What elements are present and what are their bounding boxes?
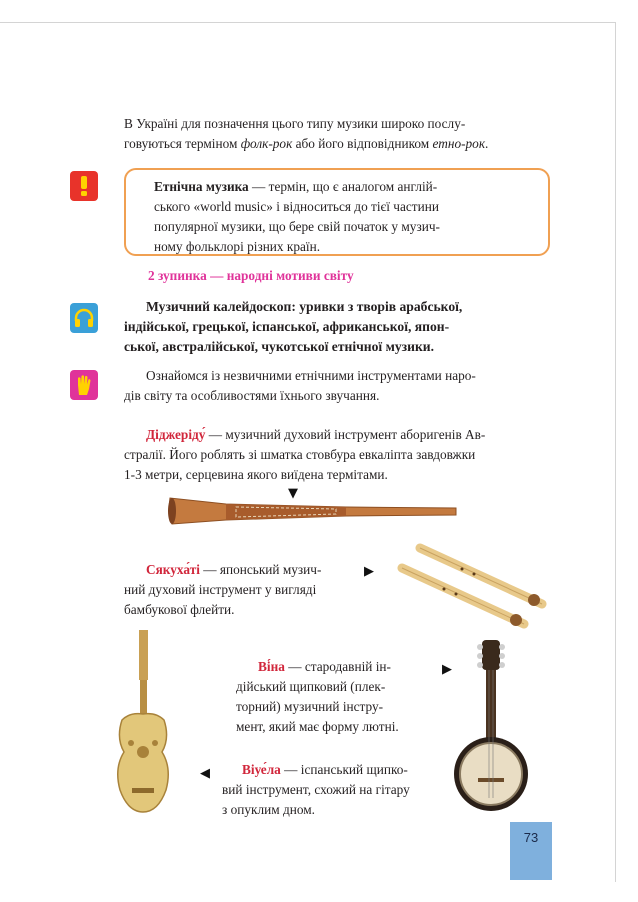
didgeridoo-line-1: [124, 425, 554, 445]
vihuela-line-3: з опуклим дном.: [222, 802, 315, 817]
listening-line-1: Музичний калейдоскоп: уривки з творів арабської,: [146, 299, 463, 314]
shakuhachi-line-3: бамбукової флейти.: [124, 602, 235, 617]
term-ethno-rock: етно-рок: [432, 136, 486, 151]
hand-icon: [70, 370, 98, 400]
shakuhachi-description: [124, 560, 356, 620]
vihuela-term: Віуе́ла: [242, 762, 281, 777]
section-heading: 2 зупинка — народні мотиви світу: [148, 268, 354, 283]
definition-callout: [124, 168, 550, 256]
vihuela-line-1: [222, 760, 434, 780]
shakuhachi-image: [392, 540, 562, 632]
listening-line-2: індійської, грецької, іспанської, африканської, япон-: [124, 319, 450, 334]
vihuela-description: [222, 760, 434, 820]
vihuela-image: [112, 628, 174, 814]
shakuhachi-term: Сякуха́ті: [146, 562, 200, 577]
callout-line-2: ського «world music» і відноситься до тієї частини: [154, 199, 439, 214]
term-folk-rock: фолк-рок: [240, 136, 293, 151]
task-line-1: Ознайомся із незвичними етнічними інструментами наро-: [146, 368, 476, 383]
callout-line-1: [154, 177, 534, 197]
intro-text: .: [485, 136, 489, 151]
arrow-right-icon: ▶: [364, 564, 374, 579]
page-top-edge: [0, 22, 615, 23]
intro-text: говуються терміном: [124, 136, 241, 151]
veena-line-2: дійський щипковий (плек-: [236, 679, 386, 694]
shakuhachi-text: — японський музич-: [199, 562, 322, 577]
didgeridoo-line-3: 1-3 метри, серцевина якого виїдена термітами.: [124, 467, 388, 482]
page-right-edge: [615, 22, 616, 882]
page-number: 73: [510, 822, 552, 880]
callout-line-4: ному фольклорі різних країн.: [154, 239, 321, 254]
veena-term: Ві́на: [258, 659, 285, 674]
intro-paragraph: [124, 114, 554, 154]
shakuhachi-line-2: ний духовий інструмент у вигляді: [124, 582, 317, 597]
didgeridoo-text: — музичний духовий інструмент аборигенів Ав-: [205, 427, 486, 442]
arrow-down-icon: ▼: [288, 486, 298, 501]
headphones-icon: [70, 303, 98, 333]
intro-line-2: [124, 134, 554, 154]
veena-line-4: мент, який має форму лютні.: [236, 719, 399, 734]
veena-line-1: [236, 657, 432, 677]
veena-image: [454, 638, 530, 814]
intro-text: або його відповідником: [292, 136, 433, 151]
listening-line-3: ської, австралійської, чукотської етнічної музики.: [124, 339, 435, 354]
didgeridoo-description: [124, 425, 554, 485]
callout-term: Етнічна музика: [154, 179, 249, 194]
arrow-right-icon: ▶: [442, 662, 452, 677]
task-paragraph: [124, 366, 554, 406]
shakuhachi-line-1: [124, 560, 356, 580]
callout-line-3: популярної музики, що бере свій початок у музич-: [154, 219, 440, 234]
didgeridoo-term: Діджеріду́: [146, 427, 206, 442]
vihuela-text: — іспанський щипко-: [280, 762, 408, 777]
veena-description: [236, 657, 432, 737]
veena-line-3: торний) музичний інстру-: [236, 699, 384, 714]
task-line-2: дів світу та особливостями їхнього звучання.: [124, 388, 380, 403]
callout-text: — термін, що є аналогом англій-: [248, 179, 438, 194]
exclamation-icon: [70, 171, 98, 201]
vihuela-line-2: вий інструмент, схожий на гітару: [222, 782, 410, 797]
intro-line-1: В Україні для позначення цього типу музики широко послу-: [124, 116, 466, 131]
listening-task: [124, 297, 554, 357]
didgeridoo-image: [166, 490, 464, 532]
arrow-left-icon: ◀: [200, 766, 210, 781]
veena-text: — стародавній ін-: [284, 659, 391, 674]
didgeridoo-line-2: стралії. Його роблять зі шматка стовбура евкаліпта завдовжки: [124, 447, 476, 462]
